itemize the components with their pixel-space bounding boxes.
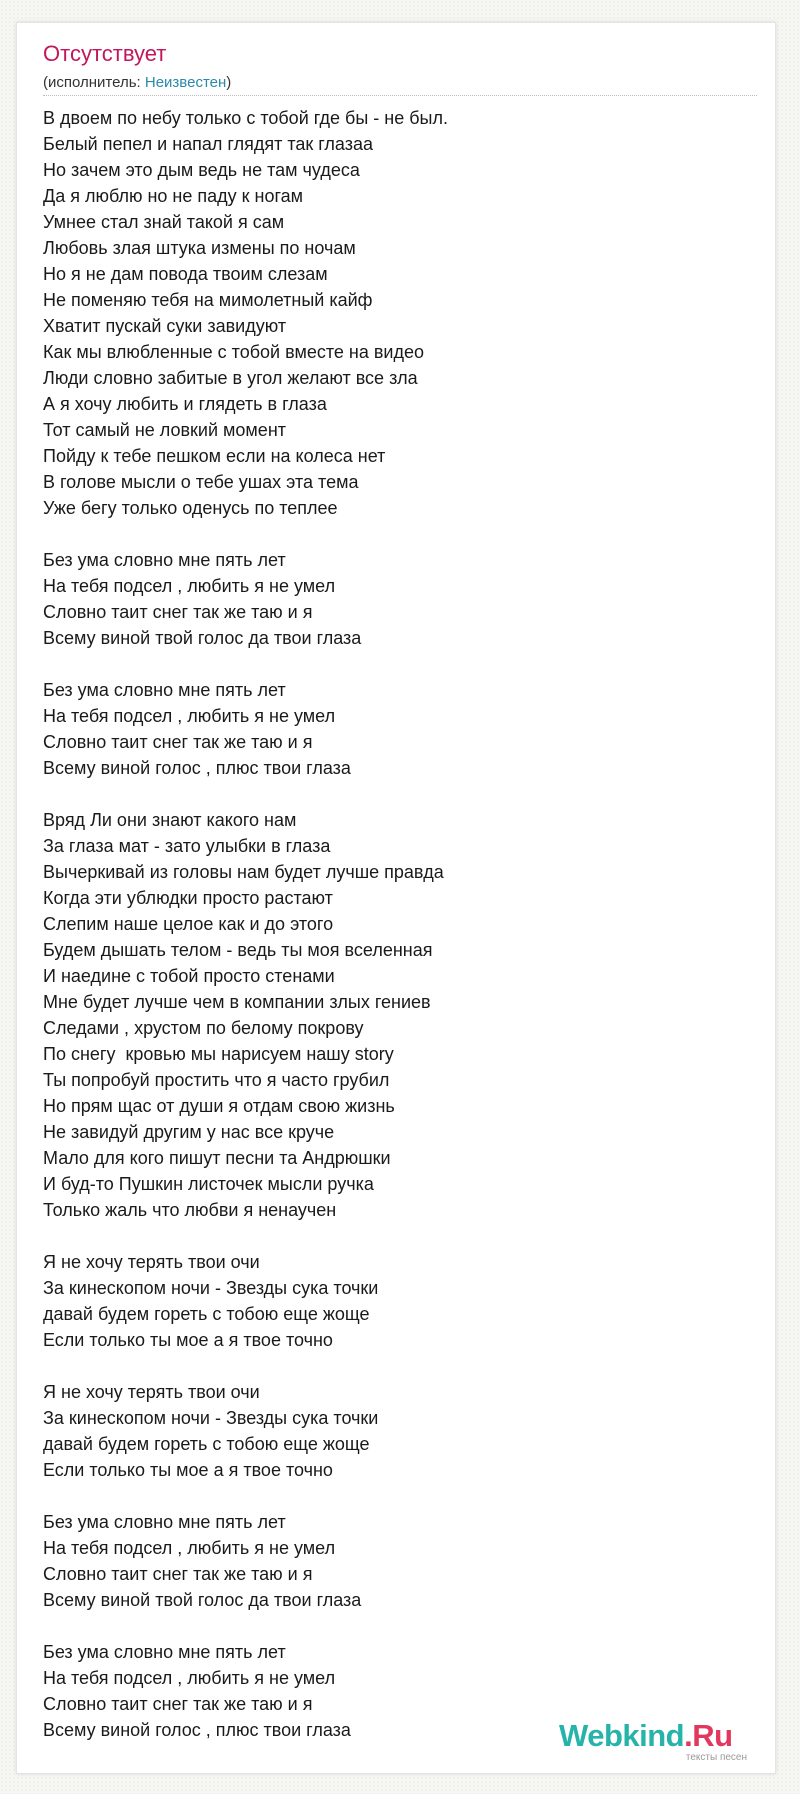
- lyrics-line: Мало для кого пишут песни та Андрюшки: [43, 1148, 391, 1168]
- artist-prefix: (исполнитель:: [43, 74, 145, 91]
- artist-suffix: ): [226, 74, 232, 91]
- song-title: Отсутствует: [43, 41, 167, 66]
- lyrics-line: На тебя подсел , любить я не умел: [43, 1538, 336, 1558]
- lyrics-line: Я не хочу терять твои очи: [43, 1252, 260, 1272]
- lyrics-stanza: [43, 677, 743, 781]
- lyrics-line: Но прям щас от души я отдам свою жизнь: [43, 1096, 395, 1116]
- logo-tagline: тексты песен: [685, 1752, 747, 1763]
- lyrics-card: [16, 22, 776, 1774]
- lyrics-stanza: [43, 1509, 743, 1613]
- lyrics-line: Словно таит снег так же таю и я: [43, 1564, 313, 1584]
- lyrics-line: давай будем гореть с тобою еще жоще: [43, 1434, 370, 1454]
- artist-line: [43, 74, 231, 92]
- logo-tld-text: .Ru: [684, 1718, 733, 1753]
- lyrics-line: Люди словно забитые в угол желают все зла: [43, 368, 418, 388]
- lyrics-line: Всему виной твой голос да твои глаза: [43, 1590, 362, 1610]
- lyrics-line: Я не хочу терять твои очи: [43, 1382, 260, 1402]
- lyrics-line: Ты попробуй простить что я часто грубил: [43, 1070, 390, 1090]
- lyrics-line: На тебя подсел , любить я не умел: [43, 706, 336, 726]
- lyrics-line: На тебя подсел , любить я не умел: [43, 1668, 336, 1688]
- lyrics-line: Без ума словно мне пять лет: [43, 1512, 286, 1532]
- lyrics-stanza: [43, 1379, 743, 1483]
- lyrics-line: На тебя подсел , любить я не умел: [43, 576, 336, 596]
- lyrics-line: Любовь злая штука измены по ночам: [43, 238, 356, 258]
- lyrics-line: Белый пепел и напал глядят так глазаа: [43, 134, 374, 154]
- lyrics-line: Хватит пускай суки завидуют: [43, 316, 287, 336]
- logo-wordmark: [559, 1719, 733, 1753]
- lyrics-line: Но я не дам повода твоим слезам: [43, 264, 328, 284]
- lyrics-line: Не поменяю тебя на мимолетный кайф: [43, 290, 373, 310]
- lyrics-stanza: [43, 105, 743, 521]
- lyrics-line: Да я люблю но не паду к ногам: [43, 186, 304, 206]
- lyrics-line: Слепим наше целое как и до этого: [43, 914, 334, 934]
- lyrics-line: За кинескопом ночи - Звезды сука точки: [43, 1408, 379, 1428]
- lyrics-line: Вряд Ли они знают какого нам: [43, 810, 297, 830]
- lyrics-line: Словно таит снег так же таю и я: [43, 1694, 313, 1714]
- lyrics-line: давай будем гореть с тобою еще жоще: [43, 1304, 370, 1324]
- lyrics-line: Если только ты мое а я твое точно: [43, 1460, 333, 1480]
- lyrics-line: Вычеркивай из головы нам будет лучше правда: [43, 862, 444, 882]
- lyrics-line: За глаза мат - зато улыбки в глаза: [43, 836, 331, 856]
- lyrics-body: [43, 105, 743, 1769]
- lyrics-line: Уже бегу только оденусь по теплее: [43, 498, 338, 518]
- logo-main-text: Webkind: [559, 1718, 685, 1753]
- header-divider: [43, 95, 757, 96]
- lyrics-stanza: [43, 807, 743, 1223]
- lyrics-line: И наедине с тобой просто стенами: [43, 966, 335, 986]
- lyrics-line: Без ума словно мне пять лет: [43, 550, 286, 570]
- lyrics-line: За кинескопом ночи - Звезды сука точки: [43, 1278, 379, 1298]
- lyrics-line: В двоем по небу только с тобой где бы - не был.: [43, 108, 448, 128]
- lyrics-line: Мне будет лучше чем в компании злых гениев: [43, 992, 431, 1012]
- lyrics-line: И буд-то Пушкин листочек мысли ручка: [43, 1174, 374, 1194]
- lyrics-line: В голове мысли о тебе ушах эта тема: [43, 472, 359, 492]
- lyrics-line: Умнее стал знай такой я сам: [43, 212, 285, 232]
- lyrics-line: Будем дышать телом - ведь ты моя вселенная: [43, 940, 433, 960]
- lyrics-line: Без ума словно мне пять лет: [43, 1642, 286, 1662]
- lyrics-line: Всему виной твой голос да твои глаза: [43, 628, 362, 648]
- lyrics-line: Но зачем это дым ведь не там чудеса: [43, 160, 360, 180]
- artist-link[interactable]: Неизвестен: [144, 74, 227, 91]
- lyrics-stanza: [43, 1249, 743, 1353]
- site-logo[interactable]: [559, 1719, 749, 1763]
- lyrics-line: Не завидуй другим у нас все круче: [43, 1122, 335, 1142]
- lyrics-line: Словно таит снег так же таю и я: [43, 602, 313, 622]
- lyrics-line: Словно таит снег так же таю и я: [43, 732, 313, 752]
- lyrics-line: Всему виной голос , плюс твои глаза: [43, 758, 351, 778]
- lyrics-line: Только жаль что любви я ненаучен: [43, 1200, 337, 1220]
- lyrics-line: Тот самый не ловкий момент: [43, 420, 286, 440]
- lyrics-line: По снегу кровью мы нарисуем нашу story: [43, 1044, 394, 1064]
- lyrics-line: Следами , хрустом по белому покрову: [43, 1018, 364, 1038]
- lyrics-line: Когда эти ублюдки просто растают: [43, 888, 333, 908]
- lyrics-line: А я хочу любить и глядеть в глаза: [43, 394, 327, 414]
- lyrics-line: Если только ты мое а я твое точно: [43, 1330, 333, 1350]
- lyrics-line: Всему виной голос , плюс твои глаза: [43, 1720, 351, 1740]
- lyrics-stanza: [43, 547, 743, 651]
- lyrics-line: Пойду к тебе пешком если на колеса нет: [43, 446, 386, 466]
- lyrics-line: Без ума словно мне пять лет: [43, 680, 286, 700]
- lyrics-line: Как мы влюбленные с тобой вместе на видео: [43, 342, 425, 362]
